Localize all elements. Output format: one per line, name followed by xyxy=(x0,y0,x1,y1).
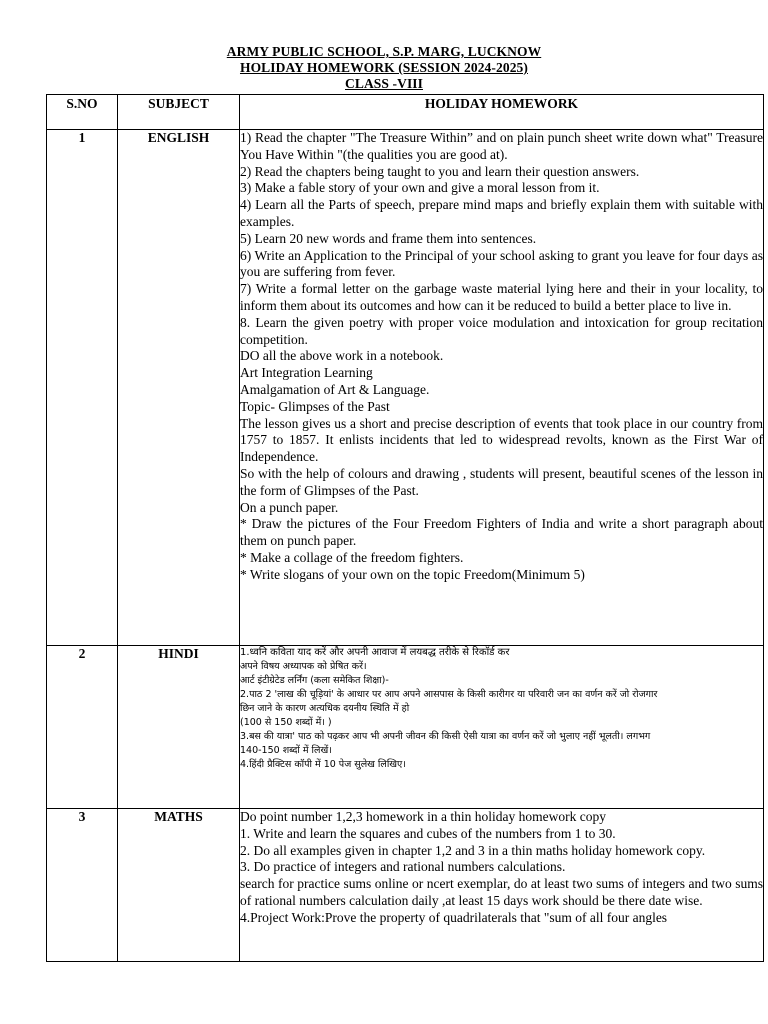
homework-line: 6) Write an Application to the Principal of your school asking to grant you leave for four days as you are suffering from fever. xyxy=(240,247,763,280)
homework-line: (100 से 150 शब्दों में। ) xyxy=(240,717,332,728)
homework-line: अपने विषय अध्यापक को प्रेषित करें। xyxy=(240,661,367,672)
homework-line: 4.हिंदी प्रैक्टिस कॉपी में 10 पेज सुलेख लिखिए। xyxy=(240,759,406,770)
homework-line: 2) Read the chapters being taught to you and learn their question answers. xyxy=(240,163,640,179)
subject-name: MATHS xyxy=(118,809,240,962)
homework-line: 4.Project Work:Prove the property of quadrilaterals that "sum of all four angles xyxy=(240,909,668,925)
document-title: HOLIDAY HOMEWORK (SESSION 2024-2025) xyxy=(239,60,528,75)
table-row-english xyxy=(47,130,764,646)
column-header-subject: SUBJECT xyxy=(118,95,240,130)
homework-line: The lesson gives us a short and precise description of events that took place in our country from 1757 to 1857. It enlists incidents that led to widespread revolts, known as the First War of Independence. xyxy=(240,415,763,465)
homework-cell-hindi xyxy=(240,646,764,809)
homework-line: 3) Make a fable story of your own and give a moral lesson from it. xyxy=(240,180,600,196)
document-header xyxy=(0,44,768,92)
row-number: 3 xyxy=(47,809,118,962)
column-header-homework: HOLIDAY HOMEWORK xyxy=(240,95,764,130)
homework-line: On a punch paper. xyxy=(240,499,339,515)
homework-line: छिन जाने के कारण अत्यधिक दयनीय स्थिति में हो xyxy=(240,703,410,714)
homework-line: Amalgamation of Art & Language. xyxy=(240,381,430,397)
homework-line: 3. Do practice of integers and rational numbers calculations. xyxy=(240,859,566,875)
class-label: CLASS -VIII xyxy=(345,76,423,91)
homework-line: 7) Write a formal letter on the garbage waste material lying here and their in your locality, to inform them about its outcomes and how can it be reduced to build a better place to live in. xyxy=(240,281,763,313)
table-row-hindi xyxy=(47,646,764,809)
homework-line: Topic- Glimpses of the Past xyxy=(240,398,390,414)
homework-line: 1.ध्वनि कविता याद करें और अपनी आवाज में लयबद्ध तरीके से रिकॉर्ड कर xyxy=(240,647,510,658)
homework-line: 4) Learn all the Parts of speech, prepare mind maps and briefly explain them with suitable with examples. xyxy=(240,197,763,229)
homework-line: 2. Do all examples given in chapter 1,2 and 3 in a thin maths holiday homework copy. xyxy=(240,842,706,858)
column-header-sno: S.NO xyxy=(47,95,118,130)
homework-table xyxy=(46,94,764,962)
homework-line: So with the help of colours and drawing , students will present, beautiful scenes of the lesson in the form of Glimpses of the Past. xyxy=(240,465,763,498)
homework-line: * Draw the pictures of the Four Freedom Fighters of India and write a short paragraph about them on punch paper. xyxy=(240,516,763,549)
homework-line: 1) Read the chapter "The Treasure Within” and on plain punch sheet write down what" Treasure You Have Within "(the qualities you are good at). xyxy=(240,130,763,162)
homework-line: search for practice sums online or ncert exemplar, do at least two sums of integers and two sums of rational numbers calculation daily ,at least 15 days work should be there date wise. xyxy=(240,876,763,908)
homework-cell-english xyxy=(240,130,764,646)
table-header-row xyxy=(47,95,764,130)
homework-line: 5) Learn 20 new words and frame them into sentences. xyxy=(240,230,537,246)
homework-cell-maths xyxy=(240,809,764,962)
subject-name: HINDI xyxy=(118,646,240,809)
homework-line: 1. Write and learn the squares and cubes of the numbers from 1 to 30. xyxy=(240,825,616,841)
homework-line: Art Integration Learning xyxy=(240,365,373,381)
homework-line: 140-150 शब्दों में लिखें। xyxy=(240,745,332,756)
homework-line: * Make a collage of the freedom fighters. xyxy=(240,549,464,565)
homework-line: 3.बस की यात्रा' पाठ को पढ़कर आप भी अपनी जीवन की किसी ऐसी यात्रा का वर्णन करें जो भुलाए नहीं भूलती। लगभग xyxy=(240,731,651,742)
homework-line: 2.पाठ 2 'लाख की चूड़ियां' के आधार पर आप अपने आसपास के किसी कारीगर या परिवारी जन का वर्णन करें जो रोजगार xyxy=(240,689,658,700)
row-number: 2 xyxy=(47,646,118,809)
row-number: 1 xyxy=(47,130,118,646)
school-name: ARMY PUBLIC SCHOOL, S.P. MARG, LUCKNOW xyxy=(226,44,542,59)
homework-line: Do point number 1,2,3 homework in a thin holiday homework copy xyxy=(240,809,606,824)
homework-line: * Write slogans of your own on the topic Freedom(Minimum 5) xyxy=(240,566,585,582)
homework-line: DO all the above work in a notebook. xyxy=(240,348,444,364)
homework-line: आर्ट इंटीग्रेटेड लर्निंग (कला समेकित शिक्षा)- xyxy=(240,675,389,686)
homework-line: 8. Learn the given poetry with proper voice modulation and intoxication for group recitation competition. xyxy=(240,314,763,347)
subject-name: ENGLISH xyxy=(118,130,240,646)
table-row-maths xyxy=(47,809,764,962)
